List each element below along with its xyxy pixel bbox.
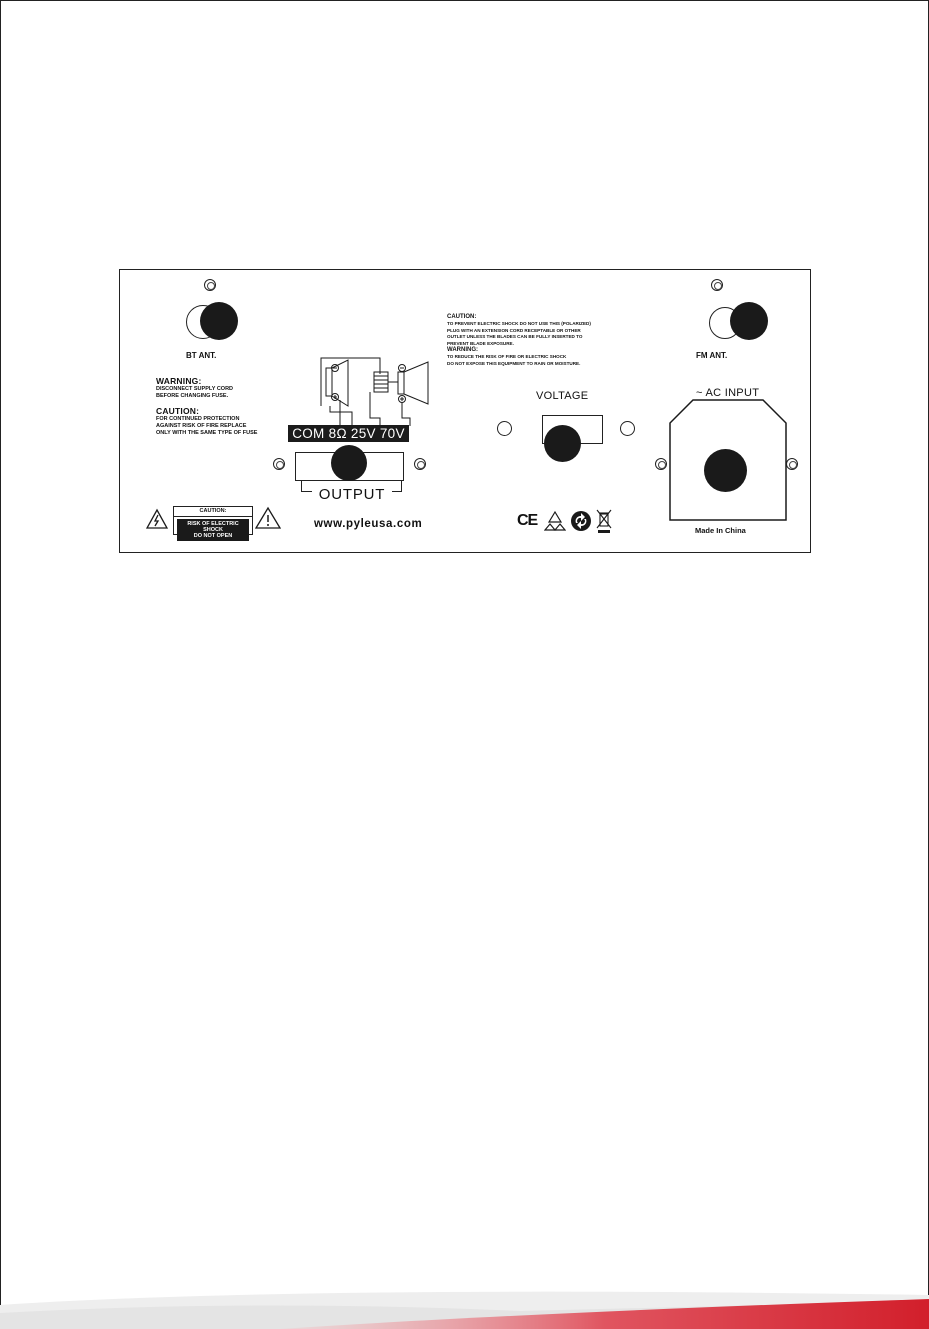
caution-left-line: ONLY WITH THE SAME TYPE OF FUSE bbox=[156, 430, 258, 436]
footer-decoration bbox=[0, 1265, 929, 1329]
lightning-warning-icon bbox=[146, 508, 168, 530]
bt-ant-label: BT ANT. bbox=[186, 351, 217, 360]
made-in-label: Made In China bbox=[695, 526, 746, 535]
screw bbox=[204, 279, 216, 291]
screw bbox=[273, 458, 285, 470]
output-terminal-labels: COM 8Ω 25V 70V bbox=[288, 425, 409, 442]
caution-left-line: FOR CONTINUED PROTECTION bbox=[156, 416, 240, 422]
warning-left-line: BEFORE CHANGING FUSE. bbox=[156, 393, 229, 399]
screw bbox=[711, 279, 723, 291]
output-label: OUTPUT bbox=[312, 486, 392, 503]
warning-center-line: TO REDUCE THE RISK OF FIRE OR ELECTRIC SHOCK bbox=[447, 354, 567, 359]
caution-left-title: CAUTION: bbox=[156, 406, 200, 416]
caution-badge-line2: DO NOT OPEN bbox=[193, 533, 233, 539]
caution-center-title: CAUTION: bbox=[447, 314, 477, 320]
green-dot-icon bbox=[570, 510, 592, 532]
fm-antenna-connector bbox=[730, 302, 768, 340]
caution-badge-text bbox=[177, 519, 249, 541]
caution-left-line: AGAINST RISK OF FIRE REPLACE bbox=[156, 423, 247, 429]
voltage-side-screw bbox=[620, 421, 635, 436]
voltage-selector-knob bbox=[544, 425, 581, 462]
ce-mark: CE bbox=[517, 512, 538, 529]
fm-ant-label: FM ANT. bbox=[696, 351, 728, 360]
warning-left-line: DISCONNECT SUPPLY CORD bbox=[156, 386, 234, 392]
ac-input-socket bbox=[704, 449, 747, 492]
warning-left bbox=[156, 376, 276, 400]
warning-center-title: WARNING: bbox=[447, 347, 478, 353]
caution-badge-line1: RISK OF ELECTRIC SHOCK bbox=[187, 521, 239, 533]
warning-center-line: DO NOT EXPOSE THIS EQUIPMENT TO RAIN OR MOISTURE. bbox=[447, 360, 581, 366]
output-terminal-knob bbox=[331, 445, 367, 481]
caution-badge-title: CAUTION: bbox=[174, 507, 252, 517]
caution-left bbox=[156, 406, 286, 437]
bt-antenna-connector bbox=[200, 302, 238, 340]
website-url: www.pyleusa.com bbox=[314, 518, 423, 530]
recycle-icon bbox=[544, 510, 566, 532]
screw bbox=[655, 458, 667, 470]
caution-center-line: PREVENT BLADE EXPOSURE. bbox=[447, 340, 514, 346]
weee-bin-icon bbox=[596, 508, 612, 534]
speaker-wiring-diagram bbox=[300, 356, 440, 426]
ac-input-label: ~ AC INPUT bbox=[696, 387, 760, 399]
exclamation-warning-icon bbox=[255, 506, 281, 530]
voltage-label: VOLTAGE bbox=[536, 390, 589, 402]
caution-center-line: OUTLET UNLESS THE BLADES CAN BE FULLY INSERTED TO bbox=[447, 334, 583, 339]
caution-center bbox=[447, 314, 647, 367]
warning-left-title: WARNING: bbox=[156, 376, 202, 386]
caution-center-line: PLUG WITH AN EXTENSION CORD RECEPTABLE OR OTHER bbox=[447, 327, 581, 333]
screw bbox=[414, 458, 426, 470]
rear-panel-diagram bbox=[119, 269, 811, 553]
caution-center-line: TO PREVENT ELECTRIC SHOCK DO NOT USE THIS (POLARIZED) bbox=[447, 321, 591, 326]
screw bbox=[786, 458, 798, 470]
voltage-side-screw bbox=[497, 421, 512, 436]
caution-badge bbox=[173, 506, 253, 539]
